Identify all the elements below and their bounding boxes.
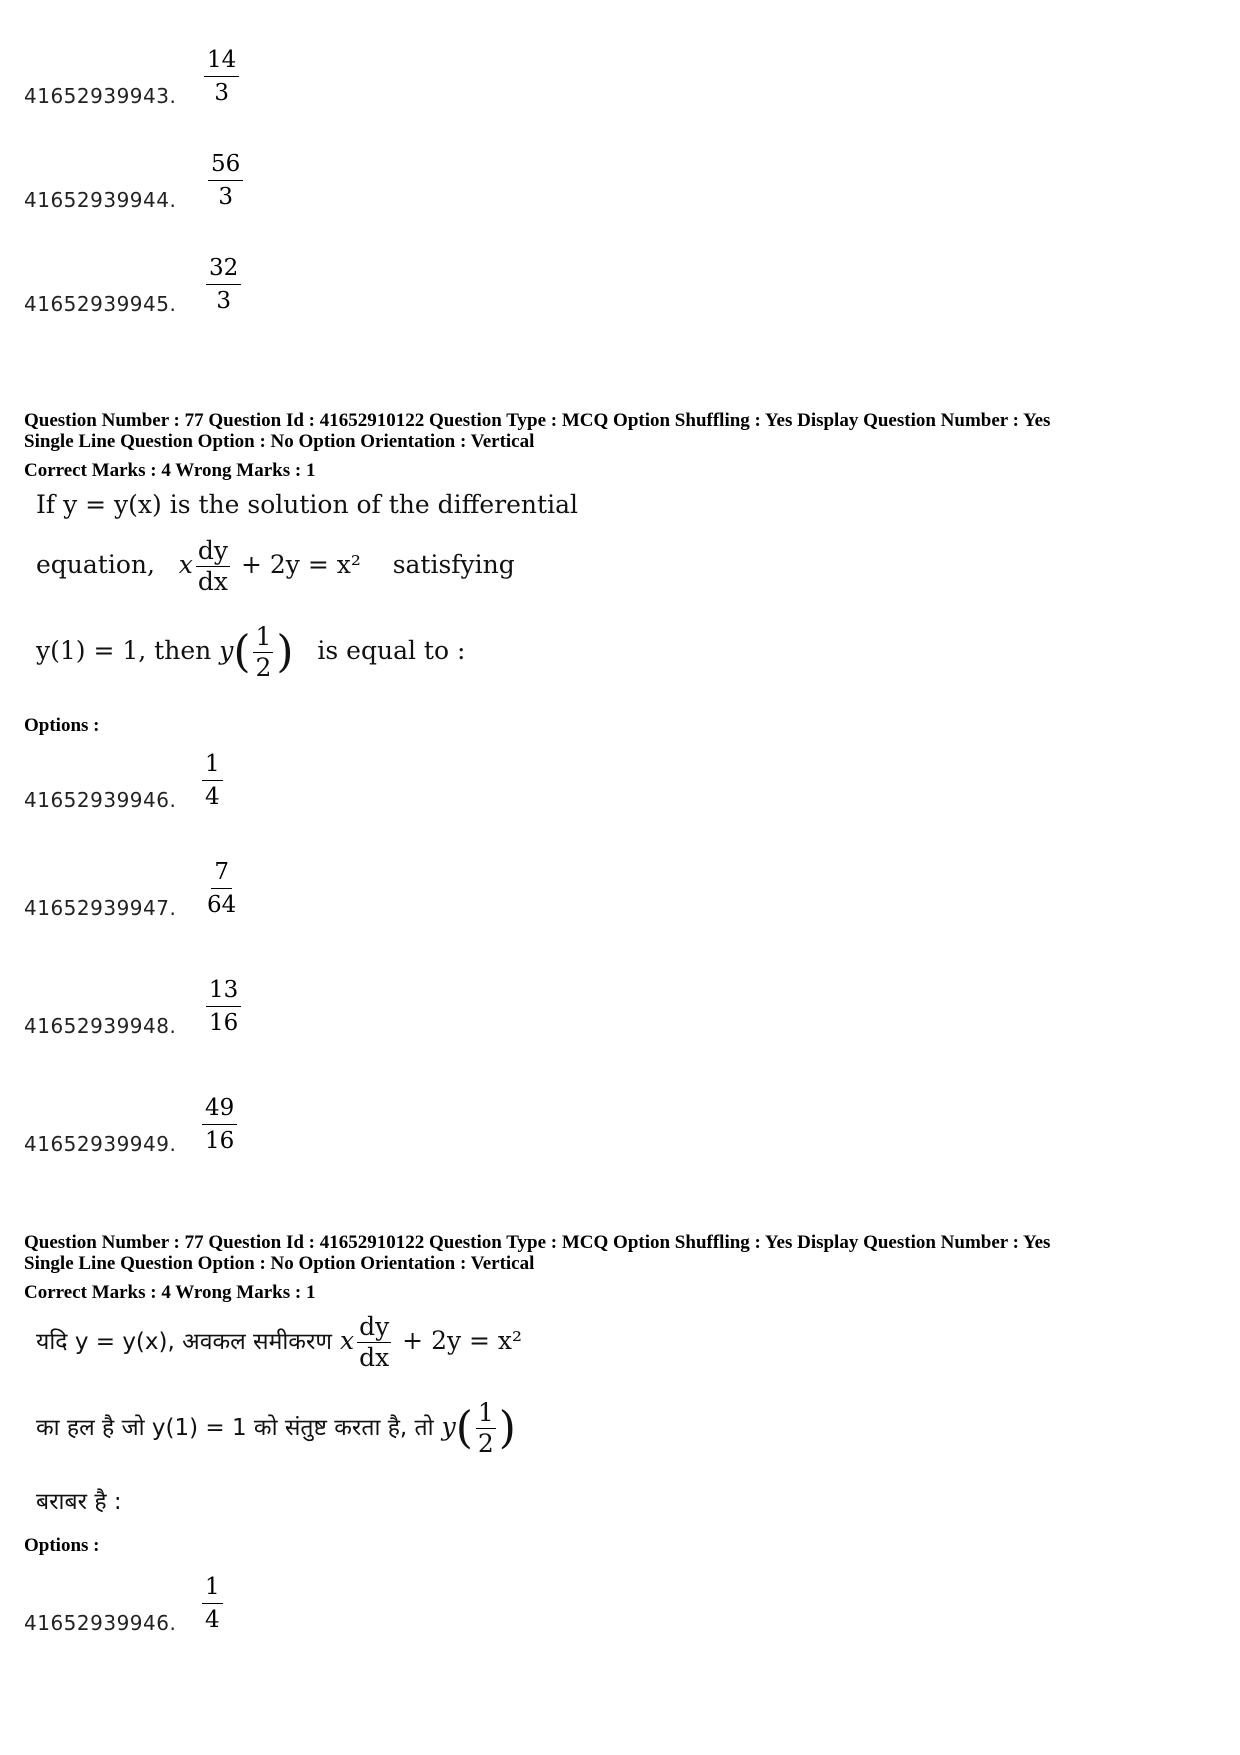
text-span: equation, — [36, 550, 155, 579]
question-text-line3: बराबर है : — [36, 1489, 122, 1515]
fraction-numerator: 1 — [477, 1398, 494, 1427]
option-row[interactable] — [24, 122, 324, 212]
half-fraction — [476, 1398, 496, 1459]
math-var: x — [339, 1326, 355, 1355]
fraction-denominator: 4 — [205, 784, 220, 810]
paren-close: ) — [276, 626, 294, 678]
question-marks: Correct Marks : 4 Wrong Marks : 1 — [24, 460, 316, 481]
question-meta-line1: Question Number : 77 Question Id : 41652910122 Question Type : MCQ Option Shuffling : Yes Display Question Number : Yes — [24, 410, 1051, 431]
fraction-denominator: 3 — [218, 184, 233, 210]
math-var: y — [441, 1412, 456, 1441]
option-id: 41652939945. — [24, 292, 177, 316]
fraction-numerator: 14 — [204, 45, 239, 77]
option-fraction — [204, 857, 239, 920]
option-fraction — [202, 1093, 237, 1156]
fraction-numerator: dy — [359, 1312, 390, 1341]
question-meta-line1: Question Number : 77 Question Id : 41652910122 Question Type : MCQ Option Shuffling : Yes Display Question Number : Yes — [24, 1232, 1051, 1253]
option-id: 41652939948. — [24, 1014, 177, 1038]
option-fraction — [206, 975, 241, 1038]
fraction-denominator: 2 — [255, 653, 272, 682]
fraction-numerator: 32 — [206, 253, 241, 285]
fraction-denominator: 4 — [205, 1607, 220, 1633]
option-row[interactable] — [24, 1545, 324, 1635]
fraction-denominator: 64 — [207, 892, 237, 918]
option-id: 41652939943. — [24, 84, 177, 108]
fraction-denominator: 3 — [216, 288, 231, 314]
derivative-fraction — [196, 536, 230, 597]
math-var: x — [178, 550, 193, 579]
half-fraction — [253, 622, 273, 683]
question-text-line1 — [36, 1312, 522, 1373]
paren-open: ( — [233, 626, 251, 678]
fraction-numerator: 56 — [208, 149, 243, 181]
question-meta-line2: Single Line Question Option : No Option Orientation : Vertical — [24, 431, 535, 452]
option-row[interactable] — [24, 18, 324, 108]
math-var: y — [219, 636, 234, 665]
question-text-line2 — [36, 1398, 516, 1459]
option-row[interactable] — [24, 1066, 324, 1156]
fraction-numerator: 13 — [206, 975, 241, 1007]
text-span: satisfying — [392, 550, 515, 579]
option-id: 41652939946. — [24, 1611, 177, 1635]
option-fraction — [202, 749, 223, 812]
option-id: 41652939947. — [24, 896, 177, 920]
option-id: 41652939946. — [24, 788, 177, 812]
option-row[interactable] — [24, 830, 324, 920]
option-id: 41652939949. — [24, 1132, 177, 1156]
option-row[interactable] — [24, 948, 324, 1038]
option-fraction — [202, 1572, 223, 1635]
question-text-line2 — [36, 536, 515, 597]
option-row[interactable] — [24, 226, 324, 316]
paren-close: ) — [498, 1402, 516, 1454]
options-label: Options : — [24, 1535, 100, 1556]
question-meta-line2: Single Line Question Option : No Option Orientation : Vertical — [24, 1253, 535, 1274]
question-text-line3 — [36, 622, 465, 683]
fraction-denominator: 16 — [205, 1128, 235, 1154]
paren-open: ( — [455, 1402, 473, 1454]
math-expression: + 2y = x² — [402, 1326, 523, 1355]
text-span: is equal to : — [317, 636, 466, 665]
text-span: y(1) = 1, then — [36, 636, 212, 665]
fraction-numerator: 1 — [202, 749, 223, 781]
fraction-denominator: dx — [197, 567, 229, 596]
text-span: का हल है जो y(1) = 1 को संतुष्ट करता है, तो — [36, 1415, 434, 1441]
question-marks: Correct Marks : 4 Wrong Marks : 1 — [24, 1282, 316, 1303]
math-expression: + 2y = x² — [241, 550, 361, 579]
option-id: 41652939944. — [24, 188, 177, 212]
option-fraction — [206, 253, 241, 316]
fraction-denominator: 3 — [214, 80, 229, 106]
option-fraction — [204, 45, 239, 108]
options-label: Options : — [24, 715, 100, 736]
option-row[interactable] — [24, 722, 324, 812]
option-fraction — [208, 149, 243, 212]
text-span: यदि y = y(x), अवकल समीकरण — [36, 1329, 333, 1355]
fraction-denominator: dx — [359, 1343, 390, 1372]
question-text-line1: If y = y(x) is the solution of the differential — [36, 490, 578, 519]
fraction-numerator: dy — [197, 536, 229, 565]
fraction-numerator: 49 — [202, 1093, 237, 1125]
fraction-numerator: 1 — [255, 622, 272, 651]
fraction-numerator: 1 — [202, 1572, 223, 1604]
fraction-denominator: 16 — [209, 1010, 239, 1036]
fraction-numerator: 7 — [211, 857, 232, 889]
derivative-fraction — [357, 1312, 391, 1373]
fraction-denominator: 2 — [477, 1429, 494, 1458]
